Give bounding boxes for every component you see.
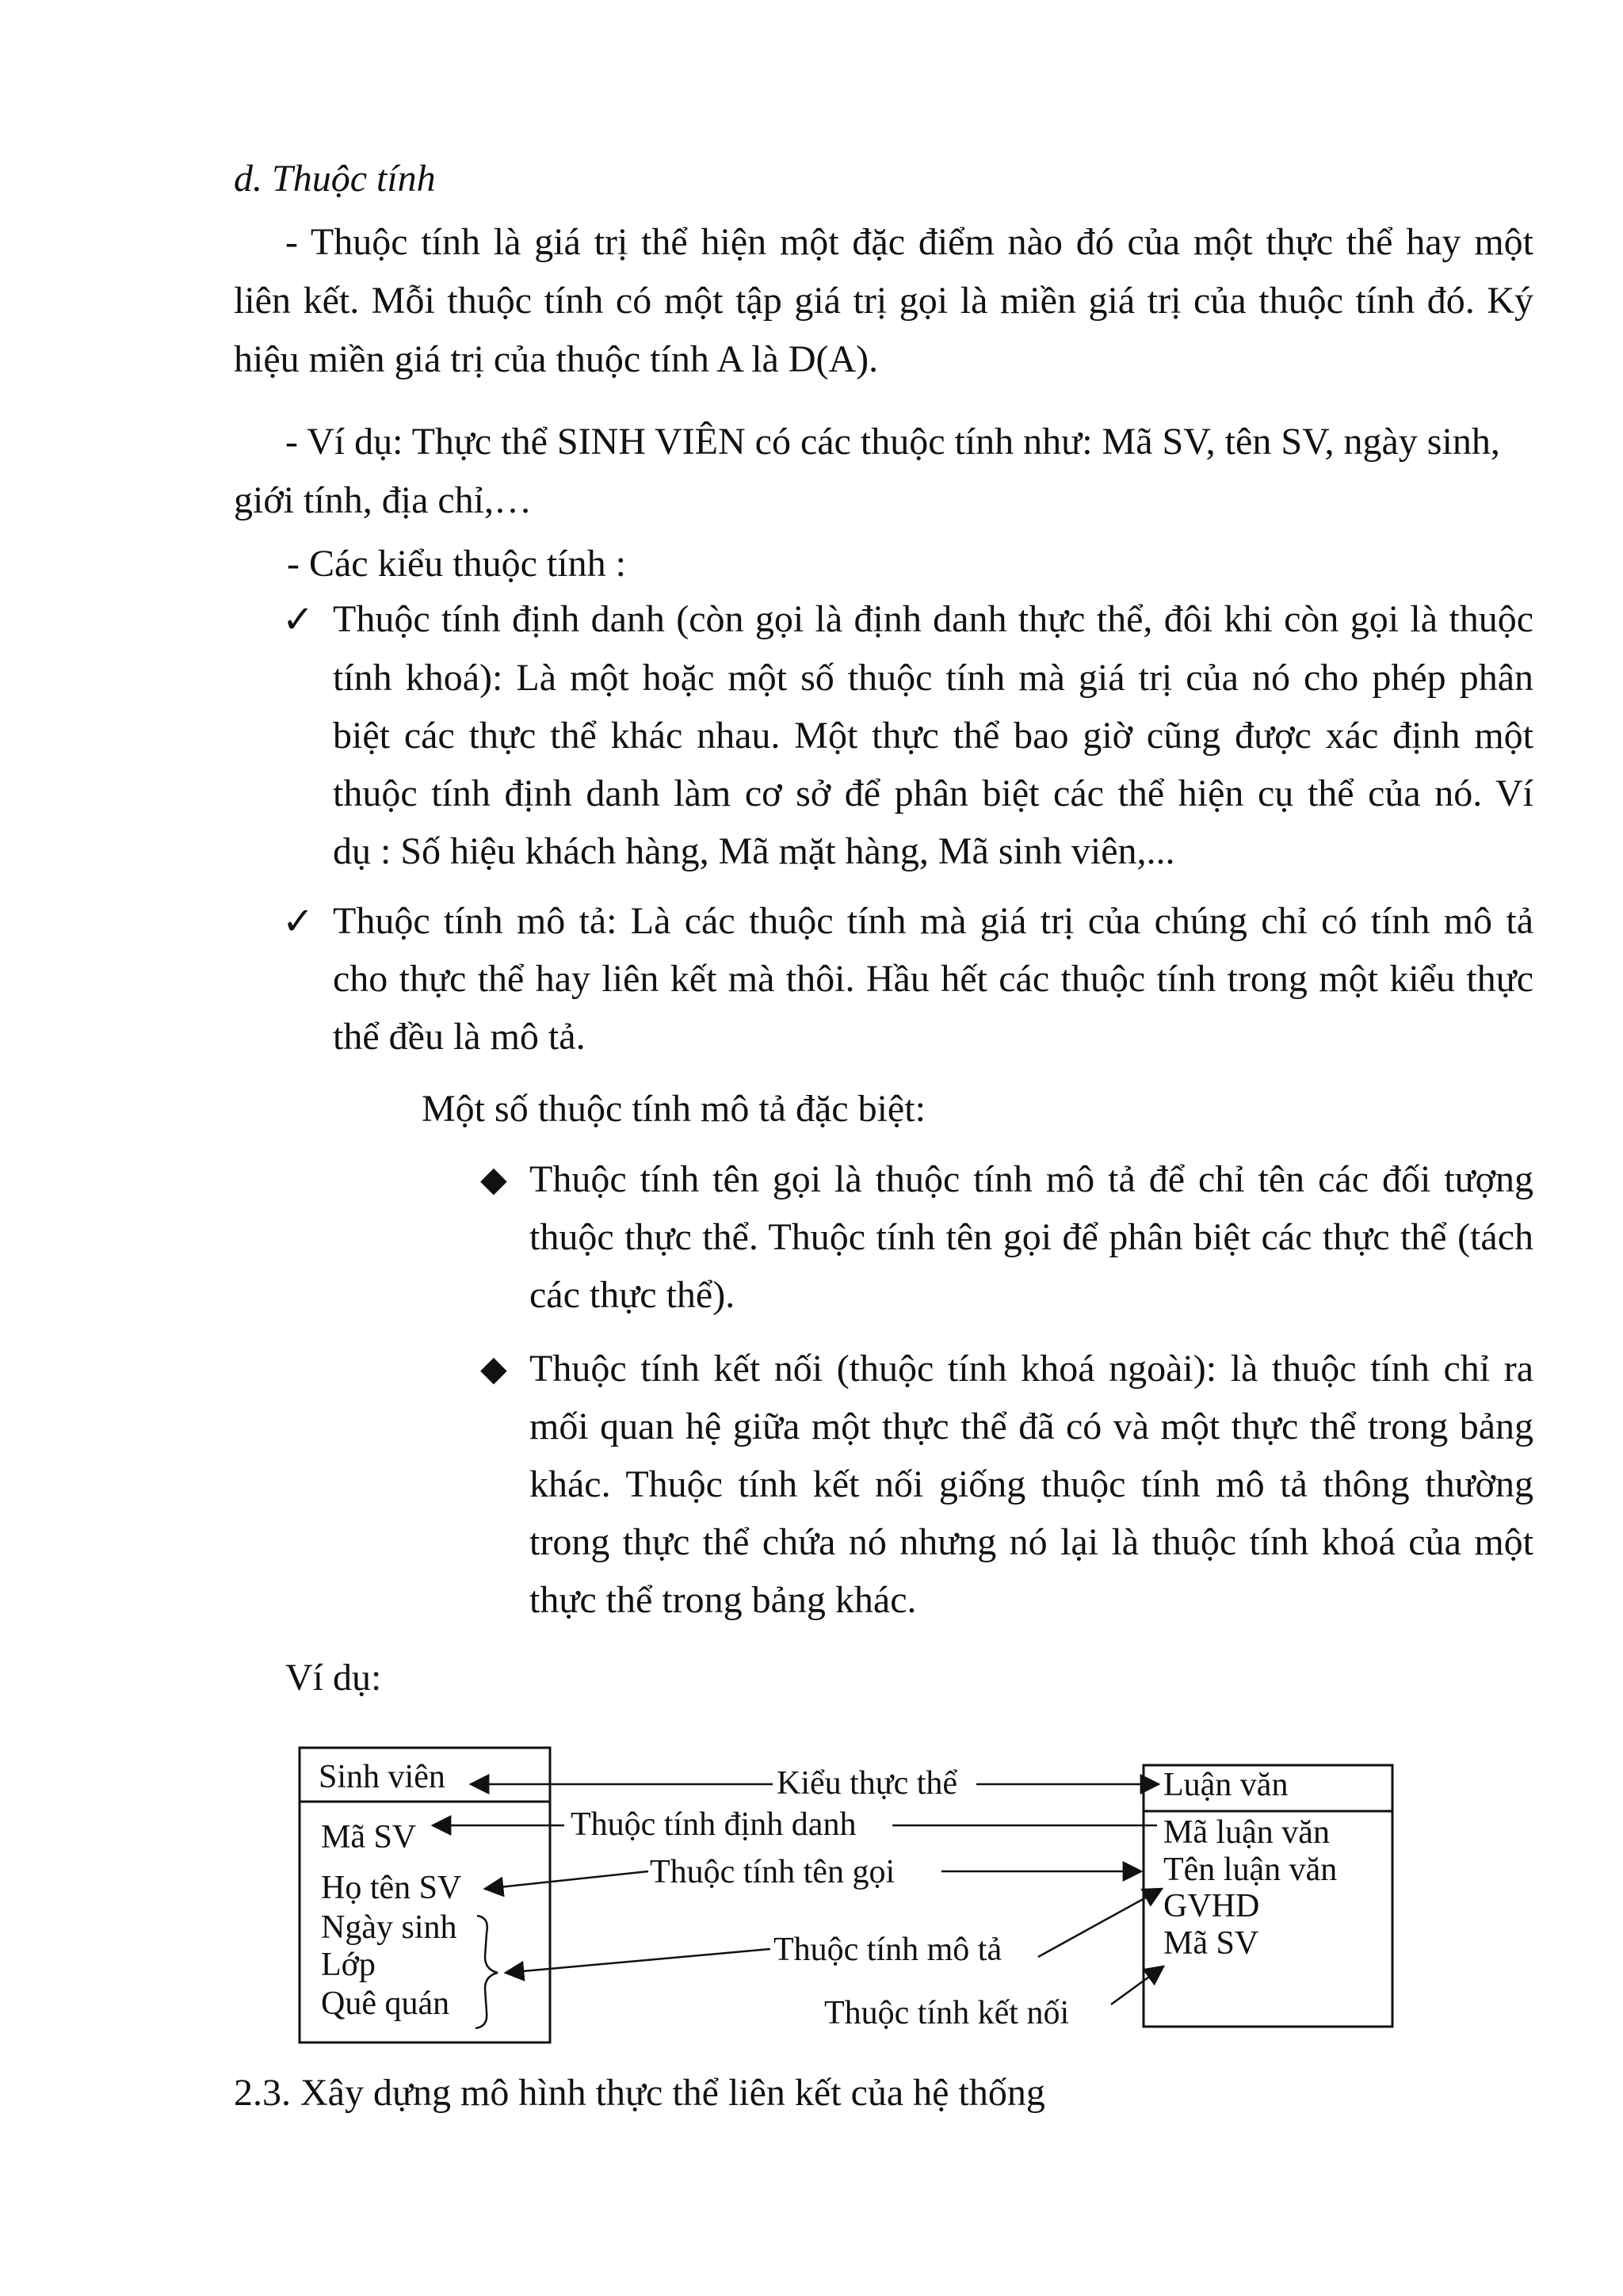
para2-line-2: giới tính, địa chỉ,… (234, 479, 533, 521)
bullet2-line-2: cho thực thể hay liên kết mà thôi. Hầu hết các thuộc tính trong một kiểu thực (333, 958, 1533, 1000)
arrow-link-attr-right (1111, 1966, 1163, 2004)
brace-icon (475, 1916, 498, 2028)
left-entity-key: Mã SV (321, 1819, 417, 1855)
types-heading: - Các kiểu thuộc tính : (287, 543, 626, 585)
left-entity-attr: Quê quán (321, 1985, 450, 2022)
sub1-line-3: các thực thể). (529, 1274, 735, 1316)
sub2-line-1: Thuộc tính kết nối (thuộc tính khoá ngoài): là thuộc tính chỉ ra (529, 1348, 1533, 1390)
diamond-icon: ◆ (480, 1348, 507, 1389)
left-entity-title: Sinh viên (319, 1759, 445, 1795)
label-entity-type: Kiểu thực thể (777, 1765, 958, 1802)
sub2-line-2: mối quan hệ giữa một thực thể đã có và một thực thể trong bảng (529, 1405, 1533, 1447)
bullet1-line-3: biệt các thực thể khác nhau. Một thực thể bao giờ cũng được xác định một (333, 715, 1533, 757)
checkmark-icon: ✓ (282, 597, 315, 642)
right-entity-attr: Mã SV (1163, 1925, 1259, 1962)
para2-line-1: - Ví dụ: Thực thể SINH VIÊN có các thuộc tính như: Mã SV, tên SV, ngày sinh, (285, 421, 1500, 463)
right-entity-attr: GVHD (1163, 1888, 1260, 1924)
label-link-attr: Thuộc tính kết nối (824, 1995, 1070, 2031)
sub2-line-3: khác. Thuộc tính kết nối giống thuộc tính mô tả thông thường (529, 1463, 1533, 1505)
bullet1-line-5: dụ : Số hiệu khách hàng, Mã mặt hàng, Mã sinh viên,... (333, 830, 1175, 872)
right-entity-attr: Tên luận văn (1163, 1852, 1338, 1888)
para1-line-3: hiệu miền giá trị của thuộc tính A là D(A). (234, 338, 879, 380)
bullet2-line-3: thể đều là mô tả. (333, 1016, 586, 1058)
sub2-line-4: trong thực thể chứa nó nhưng nó lại là thuộc tính khoá của một (529, 1521, 1533, 1563)
left-entity-attr: Lớp (321, 1947, 376, 1983)
arrow-name-attr-left (485, 1871, 648, 1889)
para1-line-1: - Thuộc tính là giá trị thể hiện một đặc điểm nào đó của một thực thể hay một (285, 221, 1533, 263)
section-heading: d. Thuộc tính (234, 158, 436, 200)
sub1-line-1: Thuộc tính tên gọi là thuộc tính mô tả để chỉ tên các đối tượng (529, 1158, 1533, 1200)
sub2-line-5: thực thể trong bảng khác. (529, 1579, 917, 1621)
label-identifier: Thuộc tính định danh (571, 1806, 857, 1843)
arrow-desc-attr-left (506, 1949, 770, 1973)
bullet1-line-2: tính khoá): Là một hoặc một số thuộc tính mà giá trị của nó cho phép phân (333, 657, 1533, 699)
next-section-heading: 2.3. Xây dựng mô hình thực thể liên kết của hệ thống (234, 2072, 1045, 2114)
sub1-line-2: thuộc thực thể. Thuộc tính tên gọi để phân biệt các thực thể (tách (529, 1216, 1533, 1258)
bullet2-line-1: Thuộc tính mô tả: Là các thuộc tính mà giá trị của chúng chỉ có tính mô tả (333, 900, 1533, 942)
special-intro: Một số thuộc tính mô tả đặc biệt: (422, 1088, 926, 1130)
right-entity-title: Luận văn (1163, 1767, 1289, 1803)
right-entity-attr: Mã luận văn (1163, 1814, 1330, 1851)
left-entity-attr: Họ tên SV (321, 1870, 462, 1906)
para1-line-2: liên kết. Mỗi thuộc tính có một tập giá trị gọi là miền giá trị của thuộc tính đó. Ký (234, 280, 1533, 322)
label-desc-attr: Thuộc tính mô tả (773, 1932, 1002, 1968)
example-label: Ví dụ: (285, 1657, 382, 1699)
bullet1-line-1: Thuộc tính định danh (còn gọi là định danh thực thể, đôi khi còn gọi là thuộc (333, 598, 1533, 640)
label-name-attr: Thuộc tính tên gọi (650, 1854, 896, 1890)
bullet1-line-4: thuộc tính định danh làm cơ sở để phân biệt các thể hiện cụ thể của nó. Ví (333, 772, 1533, 814)
checkmark-icon: ✓ (282, 899, 315, 944)
diamond-icon: ◆ (480, 1159, 507, 1199)
left-entity-attr: Ngày sinh (321, 1909, 457, 1946)
